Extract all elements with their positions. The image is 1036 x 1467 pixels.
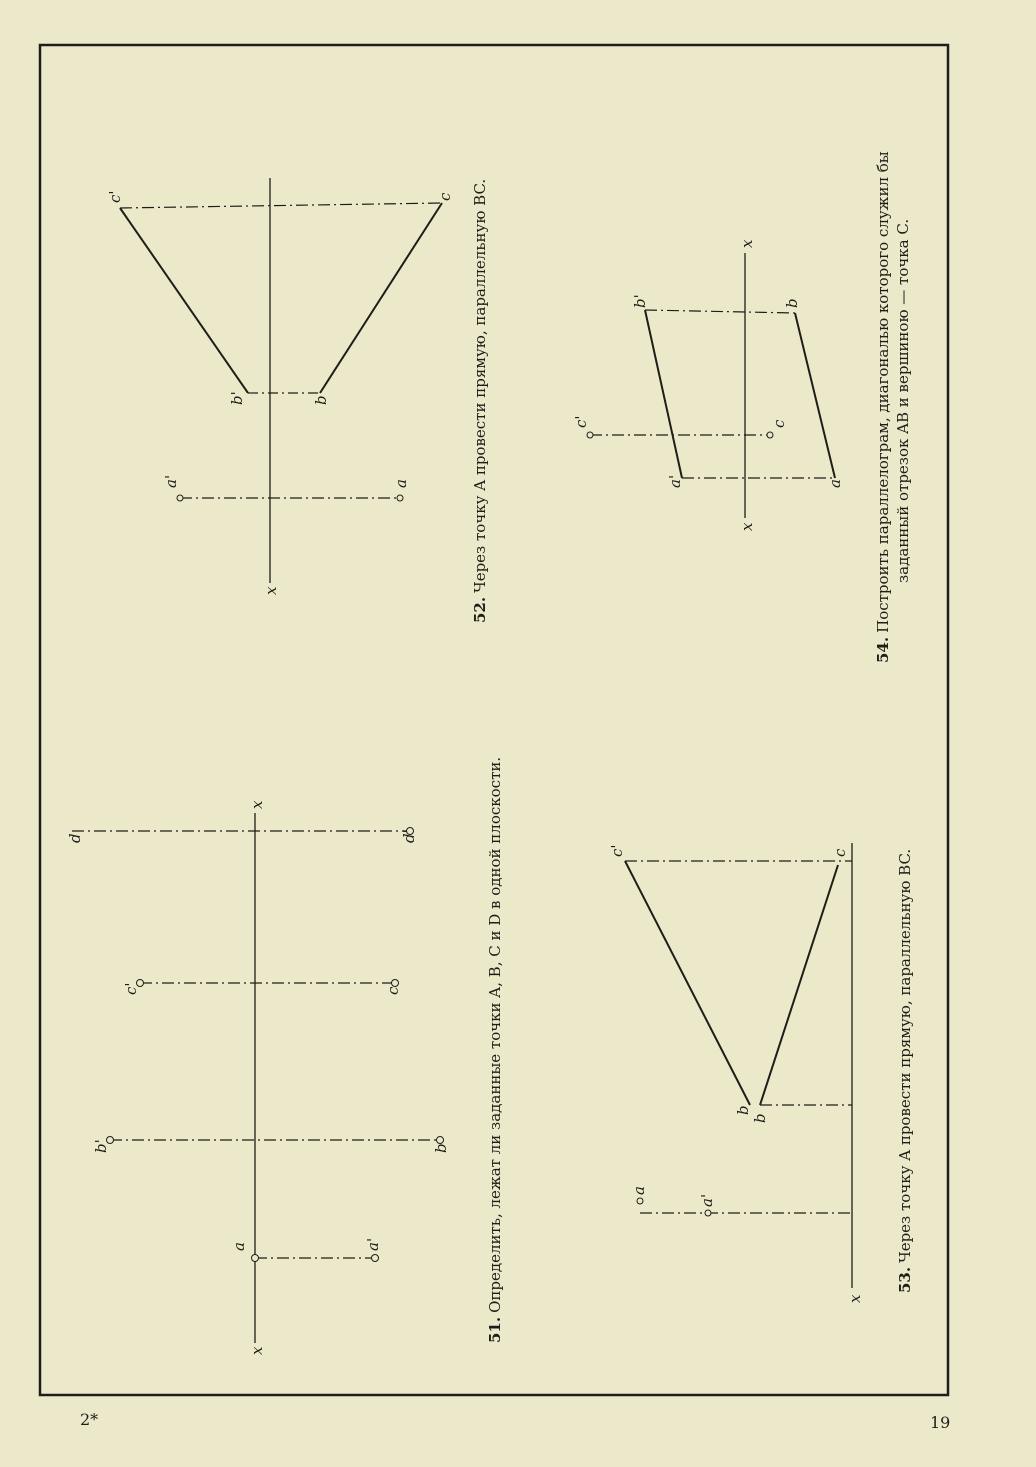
label-a-51: a [230, 1242, 248, 1251]
label-a-54: a [826, 479, 844, 488]
x-label-52: x [262, 586, 280, 595]
edge-a1b1-54 [645, 310, 682, 478]
point-b-51 [437, 1137, 444, 1144]
label-a1-54: a' [666, 474, 684, 488]
label-b1-52: b' [228, 391, 246, 405]
label-c1-53: c' [608, 844, 626, 857]
rotated-content [66, 151, 914, 1355]
link-line-c-52 [120, 203, 442, 208]
edge-ab-54 [795, 313, 835, 478]
x-label-54-right: x [738, 239, 756, 248]
label-c-52: c [436, 192, 454, 201]
point-a-53 [637, 1198, 643, 1204]
segment-b1c1-52 [120, 208, 248, 393]
label-b-54: b [783, 298, 801, 308]
label-b1-51: b' [92, 1139, 110, 1153]
x-label-53: x [846, 1294, 864, 1303]
caption-51: 51.Определить, лежат ли заданные точки A, B, C и D в одной плоскости. [486, 756, 504, 1343]
page-marker: 2* [80, 1410, 99, 1429]
label-a-52: a [392, 479, 410, 488]
figure-53 [608, 843, 914, 1303]
link-line-b-54 [645, 310, 795, 313]
segment-b1c1-53 [625, 861, 750, 1105]
label-a-53: a [630, 1186, 648, 1195]
x-label-51-right: x [248, 800, 266, 809]
label-a1-53: a' [698, 1193, 716, 1207]
point-a1-52 [177, 495, 183, 501]
label-b1-53: b [751, 1113, 769, 1123]
caption-54-line2: заданный отрезок AB и вершиною — точка C. [894, 218, 912, 583]
page-number: 19 [930, 1413, 951, 1432]
label-d-51: d [66, 833, 84, 843]
point-c-51 [392, 980, 399, 987]
label-c-51: c [384, 986, 402, 995]
x-label-54-left: x [738, 522, 756, 531]
label-b-52: b [312, 395, 330, 405]
caption-52: 52.Через точку A провести прямую, параллельную BC. [471, 178, 489, 623]
figure-52 [106, 178, 489, 623]
segment-bc-53 [760, 865, 838, 1105]
label-c1-51: c' [122, 982, 140, 995]
point-c-54 [767, 432, 773, 438]
label-c1-52: c' [106, 190, 124, 203]
x-label-51-left: x [248, 1346, 266, 1355]
label-a1-52: a' [162, 474, 180, 488]
point-a1-51 [372, 1255, 379, 1262]
figure-51 [66, 757, 504, 1355]
point-a-52 [397, 495, 403, 501]
label-b1-54: b' [631, 294, 649, 308]
label-a1-51: a' [364, 1237, 382, 1251]
label-b-51: b [432, 1143, 450, 1153]
point-a1-53 [705, 1210, 711, 1216]
caption-54-line1: 54.Построить параллелограм, диагональю которого служил бы [874, 151, 892, 663]
figure-54 [572, 151, 912, 663]
label-c1-54: c' [572, 415, 590, 428]
point-a-51 [252, 1255, 259, 1262]
label-b-53: b [734, 1105, 752, 1115]
caption-53: 53.Через точку A провести прямую, параллельную BC. [896, 848, 914, 1293]
segment-bc-52 [320, 203, 442, 393]
label-c-54: c [770, 419, 788, 428]
label-d1-51: d' [400, 829, 418, 843]
label-c-53: c [831, 848, 849, 857]
point-c1-54 [587, 432, 593, 438]
